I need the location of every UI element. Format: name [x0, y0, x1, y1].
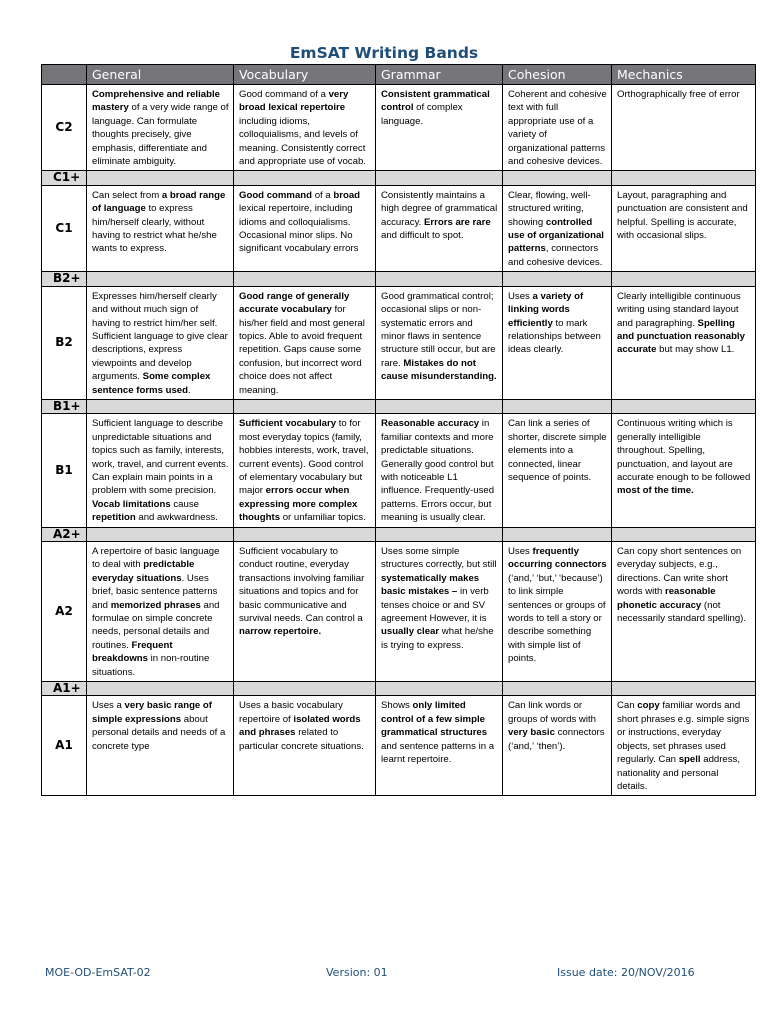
descriptor-cell-vocabulary	[234, 696, 376, 796]
descriptor-cell-mechanics	[612, 542, 756, 682]
descriptor-cell-cohesion	[503, 286, 612, 399]
descriptor-text: but may show L1.	[656, 344, 735, 356]
descriptor-cell-cohesion	[503, 85, 612, 171]
descriptor-cell-mechanics	[612, 85, 756, 171]
band-level-label: A2+	[42, 527, 87, 541]
band-level-label: C1+	[42, 171, 87, 185]
band-level-label: B1	[42, 414, 87, 527]
descriptor-text: Coherent and cohesive text with full appropriate use of a variety of organizational patterns and cohesive devices.	[508, 89, 607, 168]
descriptor-cell-vocabulary	[234, 414, 376, 527]
descriptor-cell-mechanics	[612, 171, 756, 185]
band-row-a1	[42, 696, 756, 796]
descriptor-bold-text: frequently occurring connectors	[508, 546, 607, 571]
descriptor-bold-text: isolated words and phrases	[239, 713, 361, 739]
descriptor-bold-text: very broad lexical repertoire	[239, 89, 349, 114]
descriptor-cell-general	[87, 414, 234, 527]
band-row-a2	[42, 542, 756, 682]
descriptor-text: for his/her field and most general topics. Able to avoid frequent repetition. Gaps cause some confusion, but incorrect word choice does not affect meaning.	[239, 304, 365, 396]
descriptor-text: in familiar contexts and more predictable situations. Generally good control but with noticeable L1 influence. Frequently-used patterns. Errors occur, but meaning is usually clear.	[381, 418, 495, 524]
band-level-label: A1+	[42, 682, 87, 696]
descriptor-cell-mechanics	[612, 286, 756, 399]
descriptor-cell-general	[87, 85, 234, 171]
descriptor-text: Good command of a	[239, 89, 329, 100]
descriptor-text: (‘and,’ ‘but,’ ‘because’) to link simple sentences or groups of words to tell a story or describe something with simple list of points.	[508, 572, 606, 665]
descriptor-bold-text: Sufficient vocabulary	[239, 418, 337, 430]
descriptor-text: Can copy short sentences on everyday subjects, e.g., directions. Can write short words with	[617, 546, 742, 598]
descriptor-text: Continuous writing which is generally intelligible throughout. Spelling, punctuation, and layout are accurate enough to be followed	[617, 418, 751, 483]
descriptor-cell-cohesion	[503, 399, 612, 413]
descriptor-cell-mechanics	[612, 527, 756, 541]
descriptor-bold-text: copy	[637, 700, 660, 712]
descriptor-cell-mechanics	[612, 185, 756, 271]
band-level-label: B1+	[42, 399, 87, 413]
descriptor-text: to mark relationships between ideas clearly.	[508, 317, 601, 356]
descriptor-cell-grammar	[376, 527, 503, 541]
band-level-label: B2+	[42, 272, 87, 286]
descriptor-cell-general	[87, 185, 234, 271]
descriptor-cell-grammar	[376, 399, 503, 413]
descriptor-bold-text: predictable everyday situations	[92, 559, 195, 584]
descriptor-cell-mechanics	[612, 682, 756, 696]
descriptor-text: Expresses him/herself clearly and without much sign of having to restrict him/her self. Sufficient language to give clear descriptions, express viewpoints and develop arguments.	[92, 290, 228, 383]
descriptor-bold-text: Errors are rare	[424, 216, 491, 228]
band-level-label: A1	[42, 696, 87, 796]
descriptor-cell-vocabulary	[234, 527, 376, 541]
descriptor-text: to for most everyday topics (family, hobbies interests, work, travel, current events). Good control of elementary vocabulary but major	[239, 418, 369, 497]
descriptor-cell-general	[87, 286, 234, 399]
column-header-general: General	[87, 65, 234, 85]
descriptor-text: Orthographically free of error	[617, 89, 740, 100]
descriptor-bold-text: most of the time.	[617, 485, 694, 497]
descriptor-text: Uses some simple structures correctly, but still	[381, 546, 497, 571]
descriptor-bold-text: controlled use of organizational patterns	[508, 216, 604, 255]
descriptor-cell-cohesion	[503, 527, 612, 541]
descriptor-cell-cohesion	[503, 185, 612, 271]
descriptor-text: and formulae on simple concrete needs, personal details and routines.	[92, 599, 220, 651]
descriptor-cell-vocabulary	[234, 272, 376, 286]
descriptor-text: Can link words or groups of words with	[508, 700, 596, 725]
descriptor-text: Uses	[508, 290, 533, 302]
writing-bands-table	[41, 64, 756, 796]
descriptor-text: A repertoire of basic language to deal with	[92, 546, 220, 571]
descriptor-text: Clear, flowing, well-structured writing, showing	[508, 189, 591, 228]
descriptor-bold-text: reasonable phonetic accuracy	[617, 586, 716, 611]
band-plus-row-c1-plus	[42, 171, 756, 185]
descriptor-bold-text: Reasonable accuracy	[381, 418, 480, 430]
descriptor-text: , connectors and cohesive devices.	[508, 243, 603, 268]
descriptor-bold-text: narrow repertoire.	[239, 626, 322, 638]
footer-version: Version: 01	[326, 966, 388, 979]
descriptor-text: Can link a series of shorter, discrete simple elements into a connected, linear sequence of points.	[508, 418, 607, 483]
column-header-cohesion: Cohesion	[503, 65, 612, 85]
column-header-mechanics: Mechanics	[612, 65, 756, 85]
descriptor-bold-text: a broad range of language	[92, 189, 226, 215]
descriptor-cell-grammar	[376, 171, 503, 185]
table-header	[42, 65, 756, 85]
descriptor-bold-text: broad	[333, 189, 361, 201]
descriptor-bold-text: Frequent breakdowns	[92, 639, 173, 665]
descriptor-cell-grammar	[376, 414, 503, 527]
band-row-c2	[42, 85, 756, 171]
descriptor-bold-text: Mistakes do not cause misunderstanding.	[381, 357, 497, 383]
descriptor-cell-mechanics	[612, 399, 756, 413]
descriptor-cell-cohesion	[503, 272, 612, 286]
descriptor-cell-vocabulary	[234, 286, 376, 399]
descriptor-cell-grammar	[376, 696, 503, 796]
descriptor-bold-text: memorized phrases	[110, 599, 201, 611]
descriptor-cell-grammar	[376, 682, 503, 696]
descriptor-bold-text: Vocab limitations	[92, 498, 171, 510]
descriptor-text: .	[187, 384, 191, 396]
descriptor-bold-text: Good command	[239, 189, 313, 201]
descriptor-cell-cohesion	[503, 696, 612, 796]
descriptor-text: of a very wide range of language. Can formulate thoughts precisely, give emphasis, differentiate and eliminate ambiguity.	[92, 102, 229, 168]
footer-issue-date: Issue date: 20/NOV/2016	[557, 966, 695, 979]
descriptor-text: Sufficient vocabulary to conduct routine, everyday transactions involving familiar situations and topics and for basic communicative and survival needs. Can control a	[239, 546, 365, 625]
descriptor-text: and sentence patterns in a learnt repertoire.	[381, 740, 495, 766]
descriptor-bold-text: spell	[678, 754, 701, 766]
descriptor-bold-text: errors occur when expressing more complex thoughts	[239, 485, 358, 524]
descriptor-text: related to particular concrete situations.	[239, 727, 364, 752]
descriptor-text: Clearly intelligible continuous writing using standard layout and paragraphing.	[617, 290, 741, 329]
band-row-b1	[42, 414, 756, 527]
band-row-c1	[42, 185, 756, 271]
descriptor-cell-general	[87, 399, 234, 413]
column-header-grammar: Grammar	[376, 65, 503, 85]
descriptor-text: to express him/herself clearly, without having to restrict what he/she wants to express.	[92, 203, 217, 255]
descriptor-text: Layout, paragraphing and punctuation are consistent and helpful. Spelling is accurate, with occasional slips.	[617, 189, 748, 242]
descriptor-text: of complex language.	[381, 102, 463, 127]
descriptor-cell-grammar	[376, 85, 503, 171]
descriptor-bold-text: Comprehensive and reliable mastery	[92, 89, 220, 114]
descriptor-text: in non-routine situations.	[92, 653, 210, 678]
descriptor-cell-vocabulary	[234, 185, 376, 271]
descriptor-cell-mechanics	[612, 414, 756, 527]
band-row-b2	[42, 286, 756, 399]
band-level-label: C2	[42, 85, 87, 171]
descriptor-bold-text: repetition	[92, 512, 136, 524]
descriptor-cell-general	[87, 171, 234, 185]
descriptor-text: Uses a	[92, 700, 125, 712]
descriptor-cell-mechanics	[612, 696, 756, 796]
page-footer	[0, 966, 768, 982]
header-corner-cell	[42, 65, 87, 85]
descriptor-bold-text: very basic range of simple expressions	[92, 700, 212, 725]
descriptor-cell-grammar	[376, 185, 503, 271]
document-title: EmSAT Writing Bands	[289, 44, 479, 62]
descriptor-text: Uses	[508, 546, 533, 557]
descriptor-bold-text: only limited control of a few simple grammatical structures	[381, 700, 488, 739]
column-header-vocabulary: Vocabulary	[234, 65, 376, 85]
descriptor-text: and difficult to spot.	[381, 230, 464, 242]
descriptor-text: what he/she is trying to express.	[381, 626, 494, 651]
descriptor-cell-general	[87, 527, 234, 541]
footer-document-code: MOE-OD-EmSAT-02	[45, 966, 151, 979]
descriptor-bold-text: Good range of generally accurate vocabulary	[239, 290, 350, 316]
table-body	[42, 85, 756, 796]
descriptor-bold-text: a variety of linking words efficiently	[508, 290, 584, 329]
descriptor-cell-cohesion	[503, 171, 612, 185]
band-level-label: A2	[42, 542, 87, 682]
descriptor-cell-general	[87, 696, 234, 796]
descriptor-text: of a	[312, 189, 334, 201]
descriptor-cell-general	[87, 682, 234, 696]
descriptor-text: connectors (‘and,’ ‘then’).	[508, 727, 605, 752]
descriptor-cell-grammar	[376, 542, 503, 682]
descriptor-bold-text: Spelling and punctuation reasonably accurate	[617, 317, 745, 356]
descriptor-text: familiar words and short phrases e.g. simple signs or instructions, everyday objects, set phrases used regularly. Can	[617, 700, 750, 766]
descriptor-text: . Uses brief, basic sentence patterns and	[92, 572, 218, 611]
descriptor-cell-general	[87, 542, 234, 682]
descriptor-text: Shows	[381, 700, 413, 712]
descriptor-cell-grammar	[376, 272, 503, 286]
band-plus-row-b1-plus	[42, 399, 756, 413]
descriptor-text: in verb tenses choice or and SV agreement However, it is	[381, 586, 489, 625]
descriptor-cell-vocabulary	[234, 171, 376, 185]
descriptor-text: Consistently maintains a high degree of grammatical accuracy.	[381, 189, 498, 228]
descriptor-bold-text: very basic	[508, 727, 555, 739]
header-row	[42, 65, 756, 85]
descriptor-cell-vocabulary	[234, 682, 376, 696]
descriptor-text: Good grammatical control; occasional slips or non-systematic errors and minor flaws in sentence structure still occur, but are rare.	[381, 290, 496, 369]
band-plus-row-a1-plus	[42, 682, 756, 696]
descriptor-cell-vocabulary	[234, 85, 376, 171]
descriptor-cell-cohesion	[503, 682, 612, 696]
descriptor-cell-general	[87, 272, 234, 286]
descriptor-text: lexical repertoire, including idioms and colloquialisms. Occasional minor slips. No significant vocabulary errors	[239, 203, 359, 255]
descriptor-cell-grammar	[376, 286, 503, 399]
descriptor-text: and awkwardness.	[135, 512, 218, 524]
descriptor-bold-text: Some complex sentence forms used	[92, 371, 211, 396]
band-plus-row-b2-plus	[42, 272, 756, 286]
descriptor-text: Can	[617, 700, 638, 712]
descriptor-text: Can select from	[92, 189, 162, 201]
descriptor-cell-cohesion	[503, 414, 612, 527]
descriptor-cell-mechanics	[612, 272, 756, 286]
descriptor-text: Uses a basic vocabulary repertoire of	[239, 700, 343, 725]
descriptor-text: including idioms, colloquialisms, and levels of meaning. Consistently correct and appropriate use of vocab.	[239, 115, 366, 168]
descriptor-cell-cohesion	[503, 542, 612, 682]
descriptor-bold-text: usually clear	[381, 626, 440, 638]
descriptor-bold-text: systematically makes basic mistakes –	[381, 572, 480, 598]
band-level-label: B2	[42, 286, 87, 399]
descriptor-text: Sufficient language to describe unpredictable situations and topics such as family, interests, work, travel, and current events. Can explain main points in a problem with some precision.	[92, 418, 229, 497]
descriptor-cell-vocabulary	[234, 399, 376, 413]
descriptor-text: about personal details and needs of a concrete type	[92, 713, 226, 752]
descriptor-bold-text: Consistent grammatical control	[381, 89, 490, 114]
descriptor-text: (not necessarily standard spelling).	[617, 599, 747, 625]
descriptor-text: or unfamiliar topics.	[280, 512, 366, 524]
descriptor-text: address, nationality and personal details.	[617, 754, 741, 792]
descriptor-cell-vocabulary	[234, 542, 376, 682]
descriptor-text: cause	[170, 498, 199, 510]
band-level-label: C1	[42, 185, 87, 271]
band-plus-row-a2-plus	[42, 527, 756, 541]
